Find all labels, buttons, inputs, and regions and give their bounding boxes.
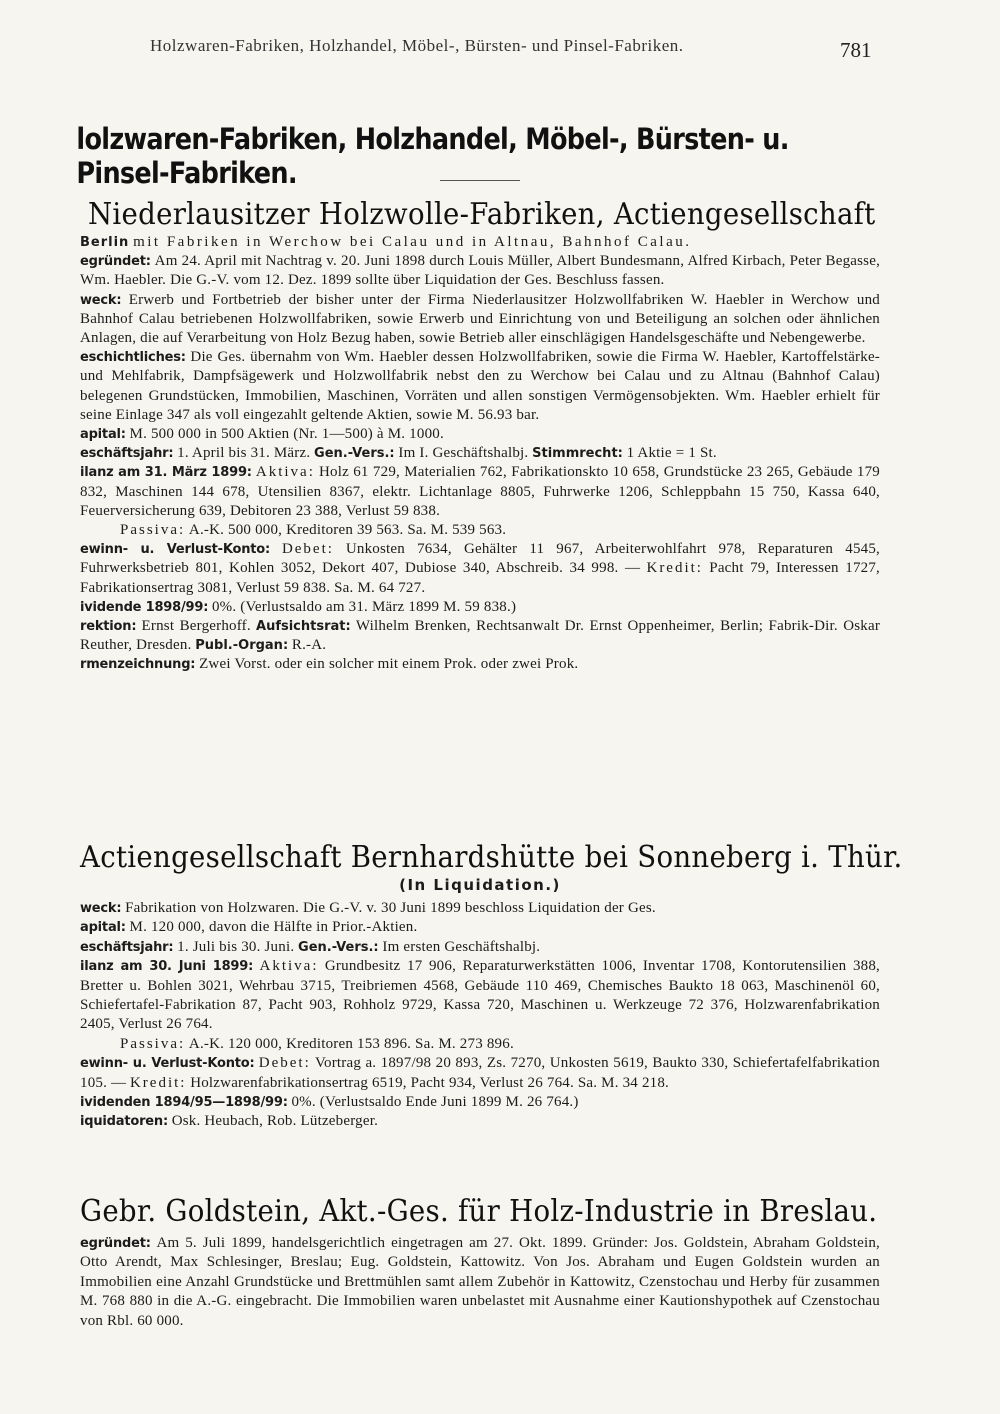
entry-sublabel: Passiva: bbox=[120, 1035, 186, 1052]
entry-text: Am 24. April mit Nachtrag v. 20. Juni 1898 durch Louis Müller, Albert Bundesmann, Alfred Kirbach, Peter Begasse, Wm. Haebler. Die G.-V. vom 12. Dez. 1899 sollte über Liquidation der Ges. Beschluss fassen. bbox=[80, 253, 881, 289]
entry-sublabel: Kredit: bbox=[646, 560, 703, 577]
entry-label: eschichtliches: bbox=[80, 350, 186, 366]
entry-text: Ernst Bergerhoff. bbox=[141, 618, 251, 635]
entry-text: Im I. Geschäftshalbj. bbox=[398, 445, 529, 462]
entry-history bbox=[80, 348, 880, 425]
entry-label: Gen.-Vers.: bbox=[314, 446, 395, 462]
entry-label: ewinn- u. Verlust-Konto: bbox=[80, 542, 270, 558]
entry-text: 0%. (Verlustsaldo am 31. März 1899 M. 59 838.) bbox=[211, 598, 517, 615]
entry-founded bbox=[80, 1234, 880, 1331]
entry-text: Holz 61 729, Materialien 762, Fabrikationskto 10 658, Grundstücke 23 265, Gebäude 179 832, Maschinen 144 678, Utensilien 8367, elektr. Lichtanlage 8805, Fuhrwerke 1206, Schleppbahn 15 750, Kassa 640, Feuerversicherung 639, Debitoren 23 388, Verlust 59 838. bbox=[80, 464, 880, 519]
entry-label: Gen.-Vers.: bbox=[298, 939, 379, 955]
entry-signature bbox=[80, 655, 880, 674]
entry-label: egründet: bbox=[80, 254, 151, 270]
seat-text: mit Fabriken in Werchow bei Calau und in Altnau, Bahnhof Calau. bbox=[133, 234, 692, 250]
entry-text: Im ersten Geschäftshalbj. bbox=[382, 938, 541, 955]
entry-fiscal-year bbox=[80, 938, 880, 957]
entry-text: Unkosten 7634, Gehälter 11 967, Arbeiterwohlfahrt 978, Reparaturen 4545, Fuhrwerksbetrieb 801, Kohlen 3052, Dekort 407, Dubiose 340, Abschreib. 34 998. — bbox=[80, 541, 881, 577]
entry-label: ilanz am 31. März 1899: bbox=[80, 465, 252, 481]
entry-text: Erwerb und Fortbetrieb der bisher unter der Firma Niederlausitzer Holzwollfabriken W. Haebler in Werchow und Bahnhof Calau betriebenen Holzwollfabriken, sowie Erwerb und Einrichtung von und Beteiligung an solchen oder ähnlichen Anlagen, die auf Verarbeitung von Holz Bezug haben, sowie Betrieb aller einschlägigen Handelsgeschäfte und Nebengewerbe. bbox=[80, 291, 881, 347]
entry-text: Zwei Vorst. oder ein solcher mit einem Prok. oder zwei Prok. bbox=[199, 656, 579, 673]
entry-sublabel: Aktiva: bbox=[259, 958, 319, 975]
entry-label: weck: bbox=[80, 292, 122, 308]
entry-capital bbox=[80, 918, 880, 937]
entry-text: Am 5. Juli 1899, handelsgerichtlich eingetragen am 27. Okt. 1899. Gründer: Jos. Goldstein, Abraham Goldstein, Otto Arendt, Max Schlesinger, Breslau; Eug. Goldstein, Kattowitz. Von Jos. Abraham und Eugen Goldstein wurden an Immobilien eine Anzahl Grundstücke und Brettmühlen samt allem Zubehör in Kattowitz, Czenstochau und Herby für zusammen M. 768 880 in die A.-G. eingebracht. Die Immobilien waren unbelastet mit Ausnahme einer Kautionshypothek auf Czenstochau von Rbl. 60 000. bbox=[80, 1235, 880, 1329]
entry-management bbox=[80, 617, 880, 655]
section-title: lolzwaren-Fabriken, Holzhandel, Möbel-, Bürsten- u. Pinsel-Fabriken. bbox=[76, 122, 789, 190]
entry-label: ilanz am 30. Juni 1899: bbox=[80, 959, 254, 975]
entry-sublabel: Debet: bbox=[281, 541, 334, 558]
entry-label: apital: bbox=[80, 427, 126, 443]
company-entry bbox=[80, 195, 880, 675]
entry-profit-loss bbox=[80, 540, 880, 598]
entry-text: Grundbesitz 17 906, Reparaturwerkstätten 1006, Inventar 1708, Kontorutensilien 388, Bretter u. Bohlen 3021, Wehrbau 3715, Treibriemen 4568, Gebäude 110 469, Chemisches Baukto 18 063, Maschinenöl 60, Schiefertafel-Fabrikation 87, Pacht 903, Rohholz 9729, Kassa 720, Maschinen u. Werkzeuge 72 376, Holzwarenfabrikation 2405, Verlust 26 764. bbox=[80, 958, 880, 1033]
entry-sublabel: Passiva: bbox=[120, 522, 186, 539]
entry-sublabel: Debet: bbox=[258, 1055, 311, 1072]
company-entry bbox=[80, 838, 903, 1132]
entry-capital bbox=[80, 425, 880, 444]
entry-text: A.-K. 120 000, Kreditoren 153 896. Sa. M. 273 896. bbox=[188, 1035, 514, 1052]
entry-text: 1. Juli bis 30. Juni. bbox=[177, 938, 295, 955]
entry-text: Fabrikation von Holzwaren. Die G.-V. v. 30 Juni 1899 beschloss Liquidation der Ges. bbox=[125, 900, 656, 916]
entry-text: R.-A. bbox=[291, 637, 327, 654]
entry-text: Wilhelm Brenken, Rechtsanwalt Dr. Ernst Oppenheimer, Berlin; Fabrik-Dir. Oskar Reuther, Dresden. bbox=[80, 618, 881, 654]
title-divider bbox=[440, 180, 520, 181]
company-name: Niederlausitzer Holzwolle-Fabriken, Actiengesellschaft bbox=[88, 197, 876, 232]
entry-text: Osk. Heubach, Rob. Lützeberger. bbox=[171, 1113, 379, 1130]
entry-label: Aufsichtsrat: bbox=[256, 619, 351, 635]
entry-text: M. 500 000 in 500 Aktien (Nr. 1—500) à M. 1000. bbox=[129, 426, 444, 443]
page-number: 781 bbox=[840, 38, 872, 62]
entry-text: 1. April bis 31. März. bbox=[177, 445, 311, 462]
entry-founded bbox=[80, 252, 880, 290]
entry-label: ividende 1898/99: bbox=[80, 599, 209, 615]
entry-purpose bbox=[80, 291, 880, 349]
entry-text: 0%. (Verlustsaldo Ende Juni 1899 M. 26 764.) bbox=[291, 1094, 579, 1111]
entry-liabilities bbox=[80, 521, 880, 540]
entry-label: eschäftsjahr: bbox=[80, 939, 174, 955]
company-seat bbox=[80, 233, 880, 252]
entry-label: egründet: bbox=[80, 1236, 151, 1251]
entry-text: Die Ges. übernahm von Wm. Haebler dessen Holzwollfabriken, sowie die Firma W. Haebler, Kartoffelstärke- und Mehlfabrik, Dampfsägewerk und Holzwollfabrik nebst den zu Werchow bei Calau und zu Altnau (Bahnhof Calau) belegenen Grundstücken, Immobilien, Maschinen, Vorräten und allen sonstigen Vermögensobjekten. Wm. Haebler erhielt für seine Einlage 347 als voll eingezahlt geltende Aktien, sowie M. 56.93 bar. bbox=[80, 349, 881, 423]
entry-label: weck: bbox=[80, 901, 122, 916]
entry-text: Holzwarenfabrikationsertrag 6519, Pacht 934, Verlust 26 764. Sa. M. 34 218. bbox=[190, 1074, 670, 1091]
company-name: Actiengesellschaft Bernhardshütte bei Sonneberg i. Thür. bbox=[80, 840, 903, 875]
running-head: Holzwaren-Fabriken, Holzhandel, Möbel-, Bürsten- und Pinsel-Fabriken. bbox=[150, 36, 684, 55]
entry-label: iquidatoren: bbox=[80, 1114, 168, 1130]
liquidation-note: (In Liquidation.) bbox=[399, 876, 561, 894]
entry-text: Vortrag a. 1897/98 20 893, Zs. 7270, Unkosten 5619, Baukto 330, Schiefertafelfabrikation 105. — bbox=[80, 1055, 880, 1091]
entry-purpose bbox=[80, 899, 880, 918]
entry-text: M. 120 000, davon die Hälfte in Prior.-Aktien. bbox=[129, 919, 418, 936]
company-entry bbox=[80, 1192, 880, 1331]
entry-label: Stimmrecht: bbox=[532, 446, 623, 462]
entry-label: rmenzeichnung: bbox=[80, 657, 196, 673]
entry-liquidators bbox=[80, 1112, 880, 1131]
company-name: Gebr. Goldstein, Akt.-Ges. für Holz-Industrie in Breslau. bbox=[80, 1194, 878, 1229]
entry-balance-sheet bbox=[80, 463, 880, 521]
entry-balance-sheet bbox=[80, 957, 880, 1035]
entry-label: ividenden 1894/95—1898/99: bbox=[80, 1095, 288, 1111]
entry-fiscal-year bbox=[80, 444, 880, 463]
entry-label: eschäftsjahr: bbox=[80, 446, 174, 462]
seat-label: Berlin bbox=[80, 235, 130, 250]
entry-sublabel: Aktiva: bbox=[255, 464, 315, 481]
entry-text: Pacht 79, Interessen 1727, Fabrikationsertrag 3081, Verlust 59 838. Sa. M. 64 727. bbox=[80, 560, 880, 596]
entry-label: rektion: bbox=[80, 619, 137, 635]
entry-label: ewinn- u. Verlust-Konto: bbox=[80, 1056, 255, 1072]
entry-liabilities bbox=[80, 1035, 880, 1054]
entry-profit-loss bbox=[80, 1054, 880, 1093]
entry-text: A.-K. 500 000, Kreditoren 39 563. Sa. M. 539 563. bbox=[188, 522, 507, 539]
entry-text: 1 Aktie = 1 St. bbox=[626, 445, 717, 462]
entry-dividend bbox=[80, 598, 880, 617]
entry-label: apital: bbox=[80, 920, 126, 936]
entry-label: Publ.-Organ: bbox=[195, 638, 289, 654]
entry-dividend bbox=[80, 1093, 880, 1112]
entry-sublabel: Kredit: bbox=[129, 1074, 187, 1091]
